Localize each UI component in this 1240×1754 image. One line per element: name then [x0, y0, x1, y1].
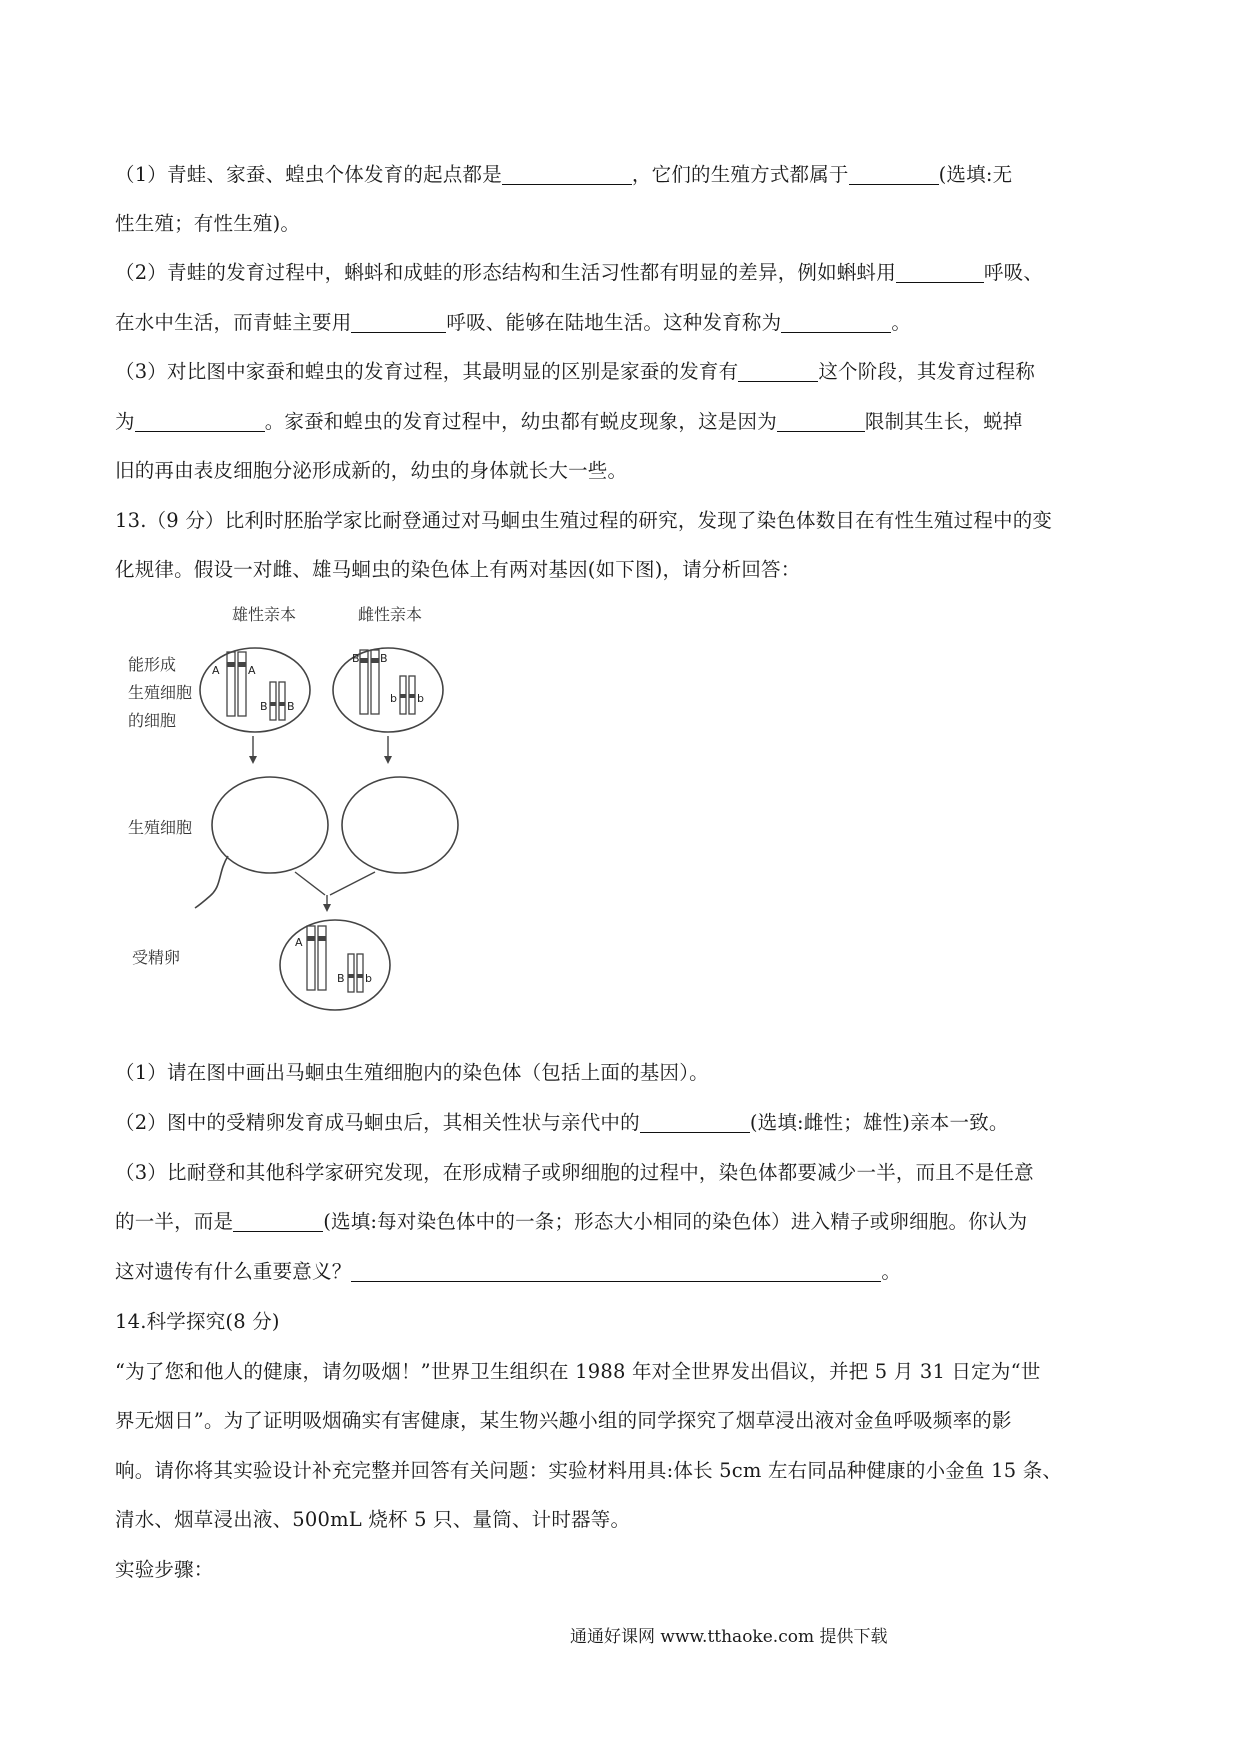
q14-line-3 — [115, 1456, 1135, 1486]
answer-blank[interactable] — [640, 1110, 750, 1133]
answer-blank[interactable] — [781, 310, 891, 333]
q13-text: (选填:雌性；雄性)亲本一致。 — [749, 1111, 1009, 1134]
q12-line-2 — [115, 209, 1135, 239]
q12-line-1 — [115, 160, 1135, 190]
figure-svg — [110, 590, 590, 1020]
gene-A-label: A — [295, 936, 303, 949]
q12-text: 限制其生长，蜕掉 — [864, 410, 1023, 433]
q12-line-5 — [115, 357, 1135, 387]
cell-label-line-2: 生殖细胞 — [128, 683, 193, 702]
q12-text: 。家蚕和蝗虫的发育过程中，幼虫都有蜕皮现象，这是因为 — [264, 410, 777, 433]
page-footer: 通通好课网 www.tthaoke.com 提供下载 — [570, 1627, 888, 1647]
q12-text: （2）青蛙的发育过程中，蝌蚪和成蛙的形态结构和生活习性都有明显的差异，例如蝌蚪用 — [115, 261, 896, 284]
fertilization-arrow-icon — [295, 872, 375, 912]
q14-line-1 — [115, 1357, 1135, 1387]
gene-B-label: B — [260, 700, 268, 713]
q13-line-4 — [115, 1207, 1135, 1237]
gene-b-label: b — [417, 692, 424, 705]
q12-text: 为 — [115, 410, 135, 433]
female-parent-label: 雌性亲本 — [358, 605, 423, 624]
sperm-tail — [195, 856, 228, 908]
q13-text: 13.（9 分）比利时胚胎学家比耐登通过对马蛔虫生殖过程的研究，发现了染色体数目在有性生殖过程中的变 — [115, 509, 1053, 532]
q12-text: (选填:无 — [938, 163, 1013, 186]
q14-text: 实验步骤： — [115, 1558, 214, 1581]
q13-text: 这对遗传有什么重要意义？ — [115, 1260, 352, 1283]
cell-label-line-3: 的细胞 — [128, 711, 177, 730]
q13-line-3 — [115, 1158, 1135, 1188]
male-parent-label: 雄性亲本 — [232, 605, 297, 624]
q12-line-4 — [115, 308, 1135, 338]
q12-text: （1）青蛙、家蚕、蝗虫个体发育的起点都是 — [115, 163, 502, 186]
q12-text: 旧的再由表皮细胞分泌形成新的，幼虫的身体就长大一些。 — [115, 459, 628, 482]
answer-blank[interactable] — [738, 359, 818, 382]
answer-blank[interactable] — [896, 260, 984, 283]
q12-text: 这个阶段，其发育过程称 — [818, 360, 1036, 383]
q14-text: 响。请你将其实验设计补充完整并回答有关问题：实验材料用具:体长 5cm 左右同品种健康的小金鱼 15 条、 — [115, 1459, 1063, 1482]
q14-text: 界无烟日”。为了证明吸烟确实有害健康，某生物兴趣小组的同学探究了烟草浸出液对金鱼呼吸频率的影 — [115, 1409, 1012, 1432]
q12-text: ，它们的生殖方式都属于 — [631, 163, 849, 186]
egg-cell — [342, 777, 458, 873]
q13-text: （3）比耐登和其他科学家研究发现，在形成精子或卵细胞的过程中，染色体都要减少一半，而且不是任意 — [115, 1161, 1034, 1184]
q13-line-5 — [115, 1257, 1135, 1287]
q13-line-2 — [115, 1108, 1135, 1138]
q12-line-7 — [115, 456, 1135, 486]
q12-text: （3）对比图中家蚕和蝗虫的发育过程，其最明显的区别是家蚕的发育有 — [115, 360, 739, 383]
answer-blank[interactable] — [233, 1209, 323, 1232]
q13-text: 化规律。假设一对雌、雄马蛔虫的染色体上有两对基因(如下图)，请分析回答： — [115, 558, 801, 581]
q13-intro-2 — [115, 555, 1135, 585]
q14-steps-heading — [115, 1555, 1135, 1585]
answer-blank[interactable] — [777, 409, 865, 432]
sperm-cell — [212, 777, 328, 873]
male-parent-cell — [200, 648, 310, 732]
q13-text: 。 — [881, 1260, 902, 1283]
q12-line-3 — [115, 258, 1135, 288]
q13-text: (选填:每对染色体中的一条；形态大小相同的染色体）进入精子或卵细胞。你认为 — [323, 1210, 1028, 1233]
cell-label-line-1: 能形成 — [128, 655, 177, 674]
answer-blank[interactable] — [135, 409, 265, 432]
q12-text: 呼吸、能够在陆地生活。这种发育称为 — [446, 311, 782, 334]
gene-B-label: B — [352, 652, 360, 665]
q12-text: 在水中生活，而青蛙主要用 — [115, 311, 352, 334]
q13-line-1 — [115, 1058, 1135, 1088]
ascaris-reproduction-figure — [110, 590, 590, 1020]
q14-title — [115, 1307, 1135, 1337]
gene-b-label: b — [365, 972, 372, 985]
q14-text: 14.科学探究(8 分) — [115, 1310, 280, 1333]
answer-blank[interactable] — [351, 1259, 881, 1282]
q14-text: 清水、烟草浸出液、500mL 烧杯 5 只、量筒、计时器等。 — [115, 1508, 631, 1531]
gene-b-label: b — [390, 692, 397, 705]
gamete-label: 生殖细胞 — [128, 818, 193, 837]
arrow-icon — [384, 736, 392, 764]
q12-text: 呼吸、 — [983, 261, 1044, 284]
female-parent-cell — [333, 648, 443, 732]
q13-text: （2）图中的受精卵发育成马蛔虫后，其相关性状与亲代中的 — [115, 1111, 640, 1134]
arrow-icon — [249, 736, 257, 764]
q14-text: “为了您和他人的健康，请勿吸烟！”世界卫生组织在 1988 年对全世界发出倡议，并把 5 月 31 日定为“世 — [115, 1360, 1041, 1383]
gene-B-label: B — [337, 972, 345, 985]
gene-A-label: A — [248, 664, 256, 677]
answer-blank[interactable] — [849, 162, 939, 185]
q13-text: （1）请在图中画出马蛔虫生殖细胞内的染色体（包括上面的基因）。 — [115, 1061, 709, 1084]
q12-text: 性生殖；有性生殖)。 — [115, 212, 301, 235]
q14-line-4 — [115, 1505, 1135, 1535]
gene-A-label: A — [212, 664, 220, 677]
gene-B-label: B — [287, 700, 295, 713]
q12-text: 。 — [891, 311, 912, 334]
answer-blank[interactable] — [351, 310, 446, 333]
q14-line-2 — [115, 1406, 1135, 1436]
gene-B-label: B — [380, 652, 388, 665]
q12-line-6 — [115, 407, 1135, 437]
answer-blank[interactable] — [502, 162, 632, 185]
q13-intro-1 — [115, 506, 1135, 536]
zygote-cell — [280, 920, 390, 1010]
zygote-label: 受精卵 — [132, 948, 181, 967]
q13-text: 的一半，而是 — [115, 1210, 234, 1233]
